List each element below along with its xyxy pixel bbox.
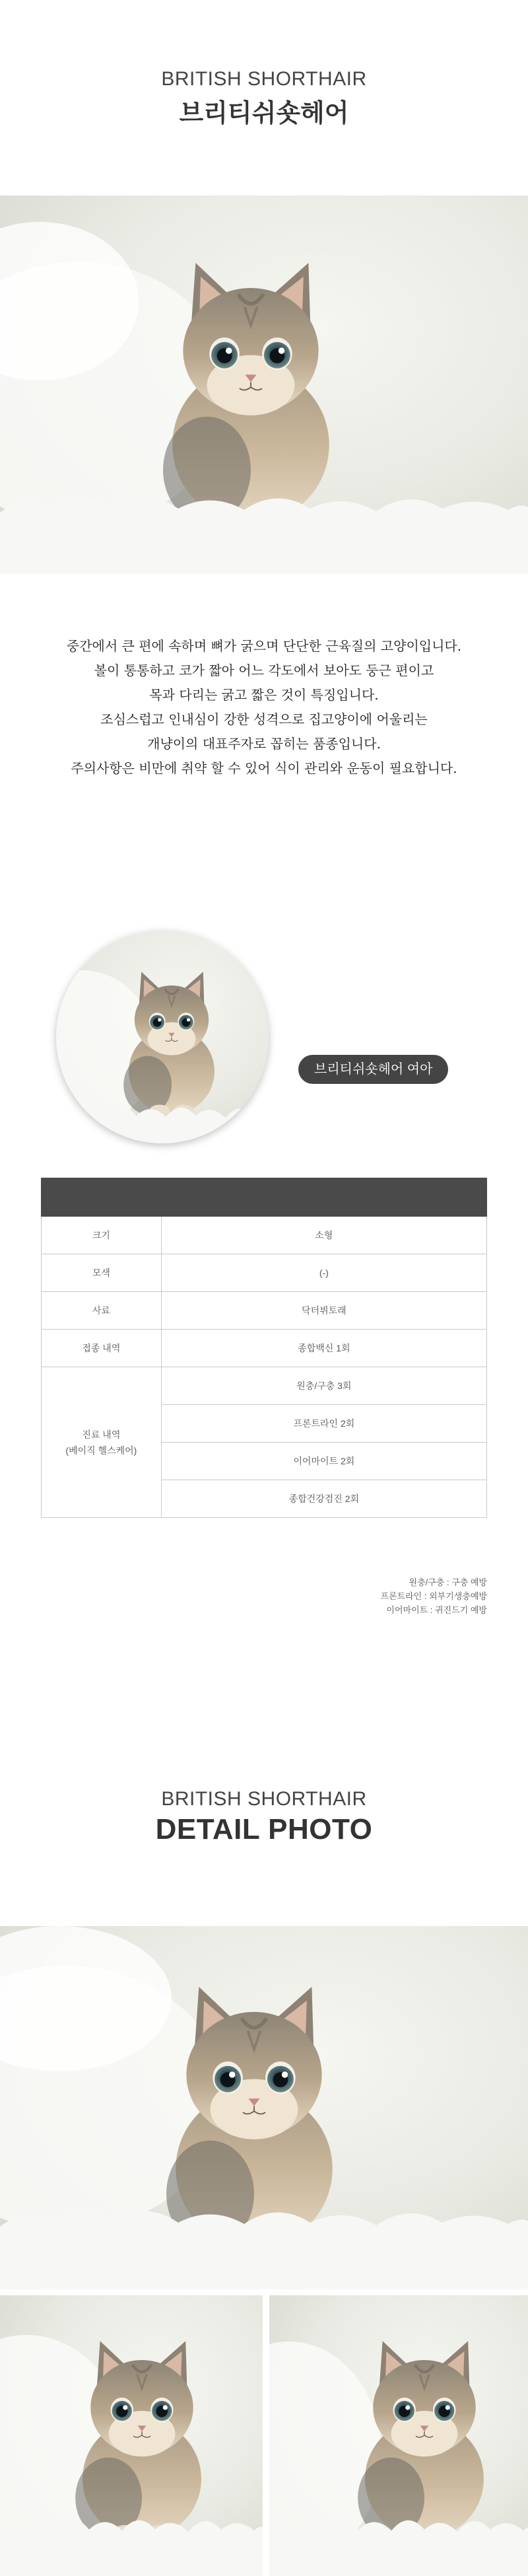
table-row bbox=[42, 1330, 487, 1367]
row-label: 접종 내역 bbox=[42, 1330, 162, 1367]
description-line: 중간에서 큰 편에 속하며 뼈가 굵으며 단단한 근육질의 고양이입니다. bbox=[66, 638, 462, 654]
care-label-line: (베이직 헬스케어) bbox=[65, 1445, 137, 1456]
care-item: 이어마이트 2회 bbox=[161, 1443, 486, 1480]
header-kor-title: 브리티쉬숏헤어 bbox=[179, 100, 349, 127]
header-eng-title: BRITISH SHORTHAIR bbox=[161, 68, 367, 90]
row-value: 소형 bbox=[161, 1217, 486, 1254]
detail-photo-left bbox=[0, 2295, 263, 2576]
table-row bbox=[42, 1367, 487, 1405]
care-item: 종합건강검진 2회 bbox=[161, 1480, 486, 1518]
detail-photo-large bbox=[0, 1926, 528, 2289]
description-line: 목과 다리는 굵고 짧은 것이 특징입니다. bbox=[149, 687, 379, 703]
care-label bbox=[42, 1367, 162, 1518]
main-cat-photo bbox=[0, 196, 528, 573]
profile-photo bbox=[56, 931, 269, 1143]
description-line: 개냥이의 대표주자로 꼽히는 품종입니다. bbox=[147, 736, 381, 752]
detail-photo-title: DETAIL PHOTO bbox=[155, 1813, 373, 1845]
care-item: 원충/구충 3회 bbox=[161, 1367, 486, 1405]
description-line: 볼이 통통하고 코가 짧아 어느 각도에서 보아도 둥근 편이고 bbox=[94, 662, 434, 678]
row-value: (-) bbox=[161, 1254, 486, 1292]
row-label: 모색 bbox=[42, 1254, 162, 1292]
description-line: 주의사항은 비만에 취약 할 수 있어 식이 관리와 운동이 필요합니다. bbox=[71, 760, 457, 776]
table-header-row bbox=[42, 1178, 487, 1217]
care-notes bbox=[264, 1575, 487, 1617]
note-line: 원충/구충 : 구충 예방 bbox=[409, 1577, 487, 1587]
note-line: 이어마이트 : 귀진드기 예방 bbox=[386, 1605, 487, 1615]
row-value: 종합백신 1회 bbox=[161, 1330, 486, 1367]
table-row bbox=[42, 1292, 487, 1330]
table-row bbox=[42, 1254, 487, 1292]
row-value: 닥터뷔토래 bbox=[161, 1292, 486, 1330]
row-label: 사료 bbox=[42, 1292, 162, 1330]
pet-name-tag: 브리티쉬숏헤어 여아 bbox=[298, 1055, 448, 1084]
row-label: 크기 bbox=[42, 1217, 162, 1254]
breed-description bbox=[0, 634, 528, 781]
pet-info-table bbox=[41, 1178, 487, 1518]
detail-photo-right bbox=[269, 2295, 528, 2576]
care-label-line: 진료 내역 bbox=[82, 1429, 121, 1440]
table-row bbox=[42, 1217, 487, 1254]
detail-eng-title: BRITISH SHORTHAIR bbox=[161, 1788, 367, 1810]
note-line: 프론트라인 : 외부기생충예방 bbox=[380, 1591, 487, 1601]
description-line: 조심스럽고 인내심이 강한 성격으로 집고양이에 어울리는 bbox=[100, 711, 428, 727]
care-item: 프론트라인 2회 bbox=[161, 1405, 486, 1443]
